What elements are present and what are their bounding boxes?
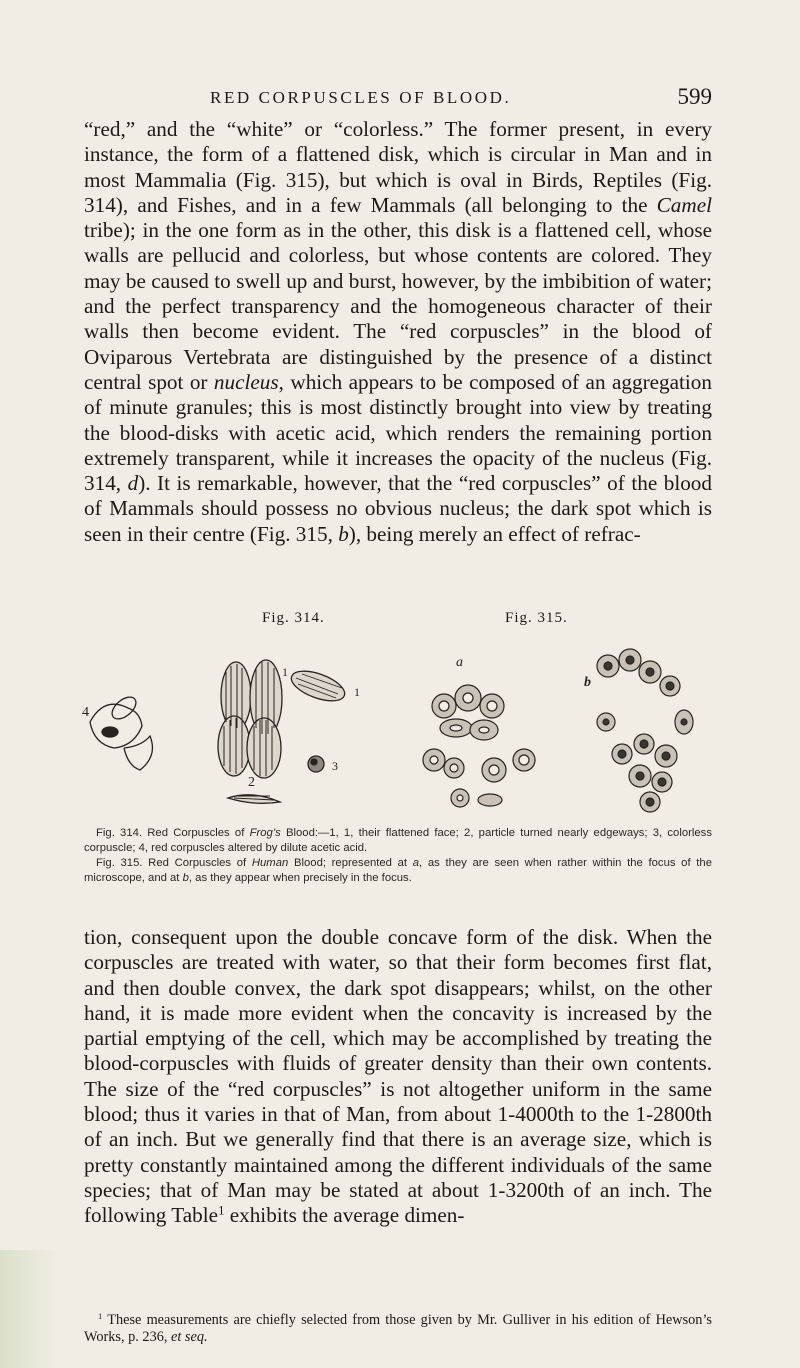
- nucleus: [102, 727, 118, 737]
- fig315-marker-a: a: [456, 655, 463, 670]
- footnote-text: These measurements are chiefly selected from those given by Mr. Gulliver in his edition of Hewson’s Works, p. 236,: [84, 1312, 712, 1345]
- italic-d: d: [127, 471, 139, 496]
- paragraph-2: [84, 925, 712, 1229]
- corpuscle: [108, 693, 140, 723]
- caption-text: , as they appear when precisely in the focus.: [188, 872, 412, 884]
- caption-text: Fig. 314. Red Corpuscles of: [96, 827, 250, 839]
- caption-text: Blood:—1, 1, their flattened face; 2, particle turned nearly edgeways; 3, colorless corpuscle; 4, red corpuscles altered by dilute acetic acid.: [84, 827, 712, 854]
- caption-fig-314: [84, 826, 712, 856]
- caption-fig-315: [84, 856, 712, 886]
- fig314-marker-1b: 1: [354, 685, 360, 699]
- paragraph-1: [84, 117, 712, 547]
- text-run: , which appears to be composed of an aggregation of minute granules; this is most distinctly brought into view by treating the blood-disks with acetic acid, which renders the remaining portion extremely transparent, while it increases the opacity of the nucleus (Fig. 314,: [84, 369, 712, 496]
- footnote-reference: 1: [218, 1203, 225, 1218]
- footnote-italic: et seq.: [171, 1329, 208, 1345]
- fig-315-illustration: [423, 649, 693, 812]
- footnote: [84, 1312, 712, 1346]
- caption-italic: Frog’s: [249, 827, 281, 839]
- page-number: 599: [677, 84, 712, 109]
- running-title: RED CORPUSCLES OF BLOOD.: [210, 88, 512, 107]
- fig314-marker-4: 4: [82, 705, 89, 720]
- human-corpuscles-a: [423, 685, 535, 807]
- fig-314-illustration: [82, 660, 360, 803]
- human-corpuscles-b: [597, 649, 693, 812]
- fig-314-label: Fig. 314.: [262, 610, 325, 626]
- text-run: “red,” and the “white” or “colorless.” The former present, in every instance, the form of a flattened disk, which is circular in Man and in most Mammalia (Fig. 315), but which is oval in Birds, Reptiles (Fig. 314), and Fishes, and in a few Mammals (all belonging to the: [84, 117, 712, 217]
- page-stain: [0, 1250, 60, 1368]
- caption-italic: a: [412, 857, 420, 869]
- running-head: [84, 84, 712, 114]
- text-run: tion, consequent upon the double concave form of the disk. When the corpuscles are treated with water, so that their form becomes first flat, and then double convex, the dark spot disappears; whilst, on the other hand, it is made more evident when the concavity is increased by the partial emptying of the cell, which may be accomplished by treating the blood-corpuscles with fluids of greater density than their own contents. The size of the “red corpuscles” is not altogether uniform in the same blood; thus it varies in that of Man, from about 1-4000th to the 1-2800th of an inch. But we generally find that there is an average size, which is pretty constantly maintained among the different individuals of the same species; that of Man may be stated at about 1-3200th of an inch. The following Table: [84, 925, 712, 1228]
- fig315-marker-b: b: [584, 675, 591, 690]
- fig314-marker-1: 1: [282, 665, 288, 679]
- caption-text: Fig. 315. Red Corpuscles of: [96, 857, 252, 869]
- fig-315-label: Fig. 315.: [505, 610, 568, 626]
- fig314-marker-2: 2: [248, 775, 255, 790]
- italic-nucleus: nucleus: [213, 369, 279, 394]
- footnote-mark: 1: [98, 1310, 103, 1321]
- corpuscle-fragment: [124, 736, 152, 770]
- fig314-marker-3: 3: [332, 759, 338, 773]
- caption-text: Blood; represented at: [288, 857, 413, 869]
- caption-text: , as they are seen when rather within the focus of the microscope, and at: [84, 857, 712, 884]
- figure-illustrations: [84, 636, 712, 816]
- caption-italic: b: [182, 872, 189, 884]
- italic-camel: Camel: [656, 192, 712, 217]
- text-run: exhibits the average dimen-: [224, 1203, 465, 1228]
- altered-corpuscle-outline: [90, 704, 142, 748]
- flat-face-corpuscles: [218, 660, 282, 778]
- italic-b: b: [338, 521, 349, 546]
- text-run: ). It is remarkable, however, that the “red corpuscles” of the blood of Mammals should possess no obvious nucleus; the dark spot which is seen in their centre (Fig. 315,: [84, 471, 712, 546]
- text-run: tribe); in the one form as in the other, this disk is a flattened cell, whose walls are pellucid and colorless, but whose contents are colored. They may be caused to swell up and burst, however, by the imbibition of water; and the perfect transparency and the homogeneous character of their walls then become evident. The “red corpuscles” in the blood of Oviparous Vertebrata are distinguished by the presence of a distinct central spot or: [84, 218, 712, 394]
- text-run: ), being merely an effect of refrac-: [348, 521, 641, 546]
- caption-italic: Human: [251, 857, 289, 869]
